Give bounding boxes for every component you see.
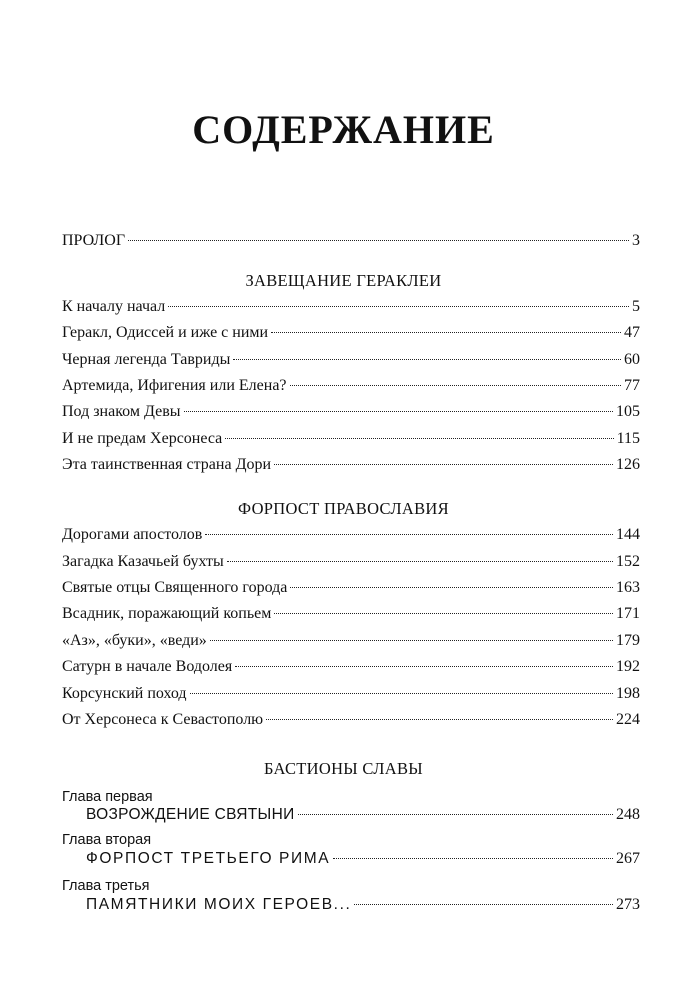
toc-entry-page: 192 xyxy=(616,658,640,675)
toc-entry[interactable] xyxy=(62,577,640,599)
dot-leader xyxy=(274,464,613,465)
section-heading: ФОРПОСТ ПРАВОСЛАВИЯ xyxy=(238,499,449,518)
toc-entry-page: 144 xyxy=(616,526,640,543)
toc-entry[interactable] xyxy=(62,683,640,705)
page-title: СОДЕРЖАНИЕ xyxy=(192,107,495,152)
dot-leader xyxy=(290,385,621,386)
toc-entry-page: 224 xyxy=(616,711,640,728)
dot-leader xyxy=(290,587,613,588)
toc-entry-page: 60 xyxy=(624,351,640,368)
toc-entry-page: 47 xyxy=(624,324,640,341)
toc-entry-page: 3 xyxy=(632,232,640,249)
toc-entry-page: 115 xyxy=(616,430,640,447)
dot-leader xyxy=(210,640,613,641)
dot-leader xyxy=(233,359,621,360)
toc-entry-page: 248 xyxy=(616,806,640,823)
dot-leader xyxy=(190,693,613,694)
dot-leader xyxy=(354,904,613,905)
toc-entry-page: 5 xyxy=(632,298,640,315)
toc-entry[interactable] xyxy=(62,322,640,344)
toc-entry[interactable] xyxy=(62,375,640,397)
dot-leader xyxy=(235,666,613,667)
chapter-label: Глава вторая xyxy=(62,832,152,848)
toc-entry[interactable] xyxy=(62,656,640,678)
dot-leader xyxy=(274,613,613,614)
toc-entry-title: Сатурн в начале Водолея xyxy=(62,658,233,675)
toc-entry-title: ПАМЯТНИКИ МОИХ ГЕРОЕВ... xyxy=(86,896,352,913)
dot-leader xyxy=(168,306,629,307)
toc-entry-page: 171 xyxy=(616,605,640,622)
dot-leader xyxy=(225,438,613,439)
dot-leader xyxy=(205,534,613,535)
toc-entry-title: Святые отцы Священного города xyxy=(62,579,288,596)
toc-entry-title: От Херсонеса к Севастополю xyxy=(62,711,264,728)
toc-entry-chapter[interactable] xyxy=(86,804,640,826)
toc-entry-chapter[interactable] xyxy=(86,894,640,916)
toc-entry-title: Эта таинственная страна Дори xyxy=(62,456,272,473)
toc-entry-page: 267 xyxy=(616,850,640,867)
dot-leader xyxy=(333,858,613,859)
toc-entry-title: Корсунский поход xyxy=(62,685,187,702)
toc-entry-page: 126 xyxy=(616,456,640,473)
toc-entry-page: 273 xyxy=(616,896,640,913)
section-heading: БАСТИОНЫ СЛАВЫ xyxy=(264,759,423,778)
toc-entry-title: И не предам Херсонеса xyxy=(62,430,223,447)
toc-entry[interactable] xyxy=(62,428,640,450)
toc-entry[interactable] xyxy=(62,603,640,625)
dot-leader xyxy=(266,719,613,720)
toc-entry-page: 105 xyxy=(616,403,640,420)
toc-entry[interactable] xyxy=(62,524,640,546)
toc-entry-title: Загадка Казачьей бухты xyxy=(62,553,224,570)
toc-entry[interactable] xyxy=(62,401,640,423)
toc-entry[interactable] xyxy=(62,551,640,573)
chapter-label: Глава третья xyxy=(62,878,150,894)
toc-entry-title: Всадник, поражающий копьем xyxy=(62,605,272,622)
toc-entry-chapter[interactable] xyxy=(86,848,640,870)
dot-leader xyxy=(184,411,613,412)
toc-entry-page: 198 xyxy=(616,685,640,702)
toc-entry-title: «Аз», «буки», «веди» xyxy=(62,632,207,649)
toc-entry-title: Под знаком Девы xyxy=(62,403,181,420)
toc-entry-page: 77 xyxy=(624,377,640,394)
toc-entry-title: К началу начал xyxy=(62,298,166,315)
toc-entry-title: Черная легенда Тавриды xyxy=(62,351,231,368)
toc-entry-title: ВОЗРОЖДЕНИЕ СВЯТЫНИ xyxy=(86,806,295,823)
toc-entry-prologue[interactable] xyxy=(62,230,640,252)
toc-entry-title: Геракл, Одиссей и иже с ними xyxy=(62,324,269,341)
toc-entry-title: ФОРПОСТ ТРЕТЬЕГО РИМА xyxy=(86,850,331,867)
toc-entry[interactable] xyxy=(62,349,640,371)
dot-leader xyxy=(227,561,613,562)
chapter-label: Глава первая xyxy=(62,789,153,805)
toc-entry[interactable] xyxy=(62,296,640,318)
toc-entry-page: 179 xyxy=(616,632,640,649)
toc-entry[interactable] xyxy=(62,709,640,731)
dot-leader xyxy=(271,332,621,333)
toc-entry-title: Артемида, Ифигения или Елена? xyxy=(62,377,287,394)
section-heading: ЗАВЕЩАНИЕ ГЕРАКЛЕИ xyxy=(245,271,442,290)
dot-leader xyxy=(128,240,629,241)
toc-entry-title: ПРОЛОГ xyxy=(62,232,126,249)
toc-entry[interactable] xyxy=(62,630,640,652)
dot-leader xyxy=(298,814,613,815)
toc-entry[interactable] xyxy=(62,454,640,476)
toc-entry-page: 163 xyxy=(616,579,640,596)
toc-entry-title: Дорогами апостолов xyxy=(62,526,203,543)
toc-entry-page: 152 xyxy=(616,553,640,570)
